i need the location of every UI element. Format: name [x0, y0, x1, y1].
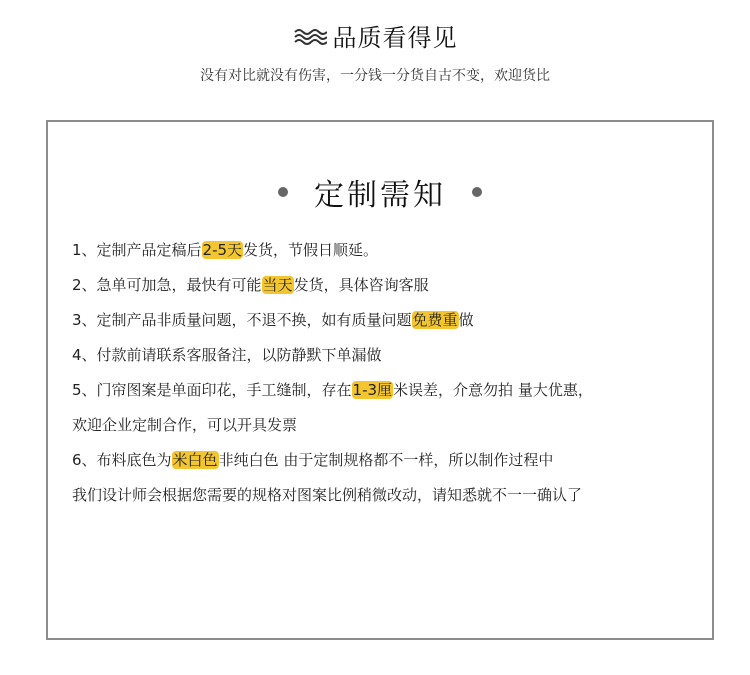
note-text: 5、门帘图案是单面印花，手工缝制，存在	[72, 381, 352, 399]
highlight-text: 当天	[262, 276, 293, 294]
notice-title-row	[48, 170, 712, 214]
note-text: 2、急单可加急，最快有可能	[72, 276, 262, 294]
bullet-dot-left	[278, 187, 288, 197]
header	[0, 18, 750, 85]
notice-box	[46, 120, 714, 640]
highlight-text: 2-5天	[202, 241, 243, 259]
bullet-dot-right	[472, 187, 482, 197]
note-text: 非纯白色 由于定制规格都不一样，所以制作过程中	[218, 451, 554, 469]
notice-line	[72, 273, 702, 298]
note-text: 6、布料底色为	[72, 451, 172, 469]
title-row	[0, 18, 750, 53]
highlight-text: 免费重	[412, 311, 458, 329]
notice-line	[72, 413, 702, 438]
note-text: 发货，节假日顺延。	[243, 241, 379, 259]
notice-line	[72, 483, 702, 508]
note-text: 3、定制产品非质量问题，不退不换，如有质量问题	[72, 311, 412, 329]
note-text: 1、定制产品定稿后	[72, 241, 202, 259]
highlight-text: 1-3厘	[352, 381, 393, 399]
page-title: 品质看得见	[332, 24, 458, 52]
note-text: 米误差，介意勿拍 量大优惠，	[393, 381, 593, 399]
notice-title: 定制需知	[314, 178, 446, 213]
note-text: 4、付款前请联系客服备注，以防静默下单漏做	[72, 346, 382, 364]
note-text: 发货，具体咨询客服	[293, 276, 429, 294]
notice-list	[72, 238, 702, 518]
note-text: 欢迎企业定制合作，可以开具发票	[72, 416, 298, 434]
wave-icon	[293, 27, 327, 45]
note-text: 做	[458, 311, 474, 329]
notice-line	[72, 343, 702, 368]
note-text: 我们设计师会根据您需要的规格对图案比例稍微改动，请知悉就不一一确认了	[72, 486, 583, 504]
notice-line	[72, 308, 702, 333]
notice-line	[72, 378, 702, 403]
subtitle: 没有对比就没有伤害，一分钱一分货自古不变，欢迎货比	[200, 68, 550, 84]
notice-line	[72, 448, 702, 473]
highlight-text: 米白色	[172, 451, 218, 469]
notice-line	[72, 238, 702, 263]
